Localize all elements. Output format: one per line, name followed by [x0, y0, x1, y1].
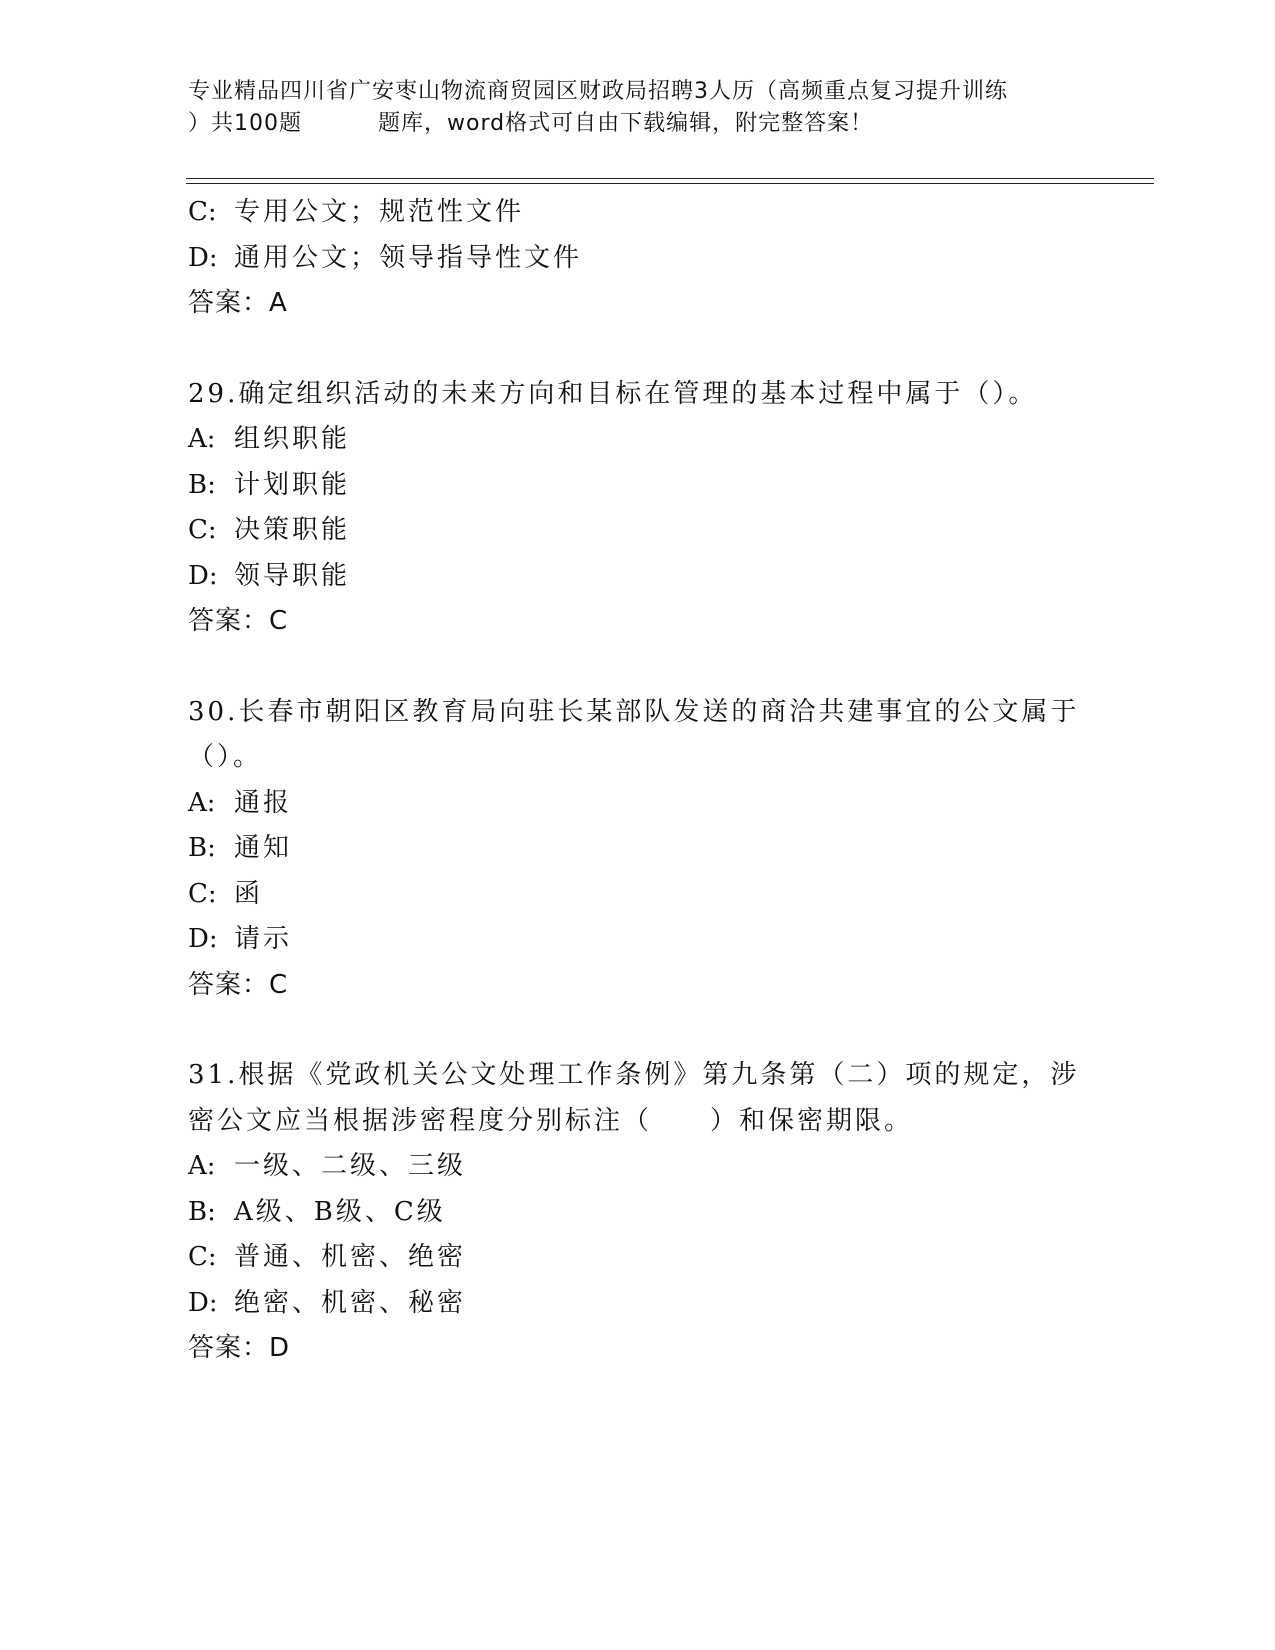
answer-line: 答案：C	[188, 969, 289, 1000]
option-text: 一级、二级、三级	[234, 1151, 467, 1181]
page-header	[188, 76, 1088, 140]
option-text: 函	[234, 878, 264, 909]
option-c	[188, 190, 1088, 236]
answer-line: 答案：D	[188, 1333, 291, 1363]
header-divider-bottom	[186, 183, 1154, 184]
option-key: B:	[188, 469, 216, 500]
header-divider-top	[186, 178, 1154, 179]
option-key: D:	[188, 924, 218, 954]
question-31	[188, 1053, 1088, 1372]
option-d	[188, 236, 1088, 282]
option-key: A:	[188, 424, 216, 454]
answer-line: 答案：A	[188, 288, 288, 318]
option-text: 专用公文；规范性文件	[234, 197, 525, 227]
option-key: C:	[188, 197, 217, 227]
option-d	[188, 1281, 1088, 1327]
option-a	[188, 1144, 1088, 1190]
header-title-line-2	[188, 108, 1088, 140]
header-title-line-2-part-a: ）共100题	[188, 111, 302, 136]
option-a	[188, 417, 1088, 463]
option-text: 决策职能	[234, 515, 351, 545]
option-text: 通报	[234, 787, 293, 818]
option-key: A:	[188, 1151, 216, 1181]
option-c	[188, 508, 1088, 554]
option-text: 绝密、机密、秘密	[234, 1287, 467, 1318]
question-list	[188, 190, 1088, 1372]
option-key: D:	[188, 560, 218, 591]
answer-line: 答案：C	[188, 606, 289, 636]
question-stem-line-2: 密公文应当根据涉密程度分别标注（ ）和保密期限。	[188, 1105, 914, 1136]
option-key: B:	[188, 1196, 216, 1227]
option-key: C:	[188, 878, 217, 909]
option-a	[188, 781, 1088, 827]
option-key: D:	[188, 1287, 218, 1318]
option-c	[188, 872, 1088, 918]
option-d	[188, 917, 1088, 963]
option-key: C:	[188, 515, 217, 545]
option-text: 通用公文；领导指导性文件	[234, 242, 583, 273]
option-text: 计划职能	[234, 469, 351, 500]
option-text: 领导职能	[234, 560, 351, 591]
question-stem-line-1: 30.长春市朝阳区教育局向驻长某部队发送的商洽共建事宜的公文属于	[188, 696, 1080, 727]
header-title-line-2-part-b: 题库，word格式可自由下载编辑，附完整答案！	[378, 111, 874, 136]
option-text: A级、B级、C级	[234, 1196, 446, 1227]
option-text: 通知	[234, 833, 293, 863]
option-key: C:	[188, 1242, 217, 1272]
header-title-line-1: 专业精品四川省广安枣山物流商贸园区财政局招聘3人历（高频重点复习提升训练	[188, 79, 1008, 104]
question-29	[188, 372, 1088, 645]
question-stem-line-1: 31.根据《党政机关公文处理工作条例》第九条第（二）项的规定，涉	[188, 1060, 1080, 1090]
option-key: D:	[188, 242, 218, 273]
option-b	[188, 463, 1088, 509]
previous-question-tail	[188, 190, 1088, 327]
option-d	[188, 554, 1088, 600]
question-30	[188, 690, 1088, 1009]
option-b	[188, 826, 1088, 872]
question-stem-line-2: （）。	[188, 742, 263, 772]
option-text: 普通、机密、绝密	[234, 1242, 467, 1272]
option-text: 组织职能	[234, 424, 351, 454]
option-b	[188, 1190, 1088, 1236]
option-text: 请示	[234, 924, 293, 954]
option-c	[188, 1235, 1088, 1281]
option-key: A:	[188, 787, 216, 818]
question-stem: 29.确定组织活动的未来方向和目标在管理的基本过程中属于（）。	[188, 378, 1038, 409]
option-key: B:	[188, 833, 216, 863]
